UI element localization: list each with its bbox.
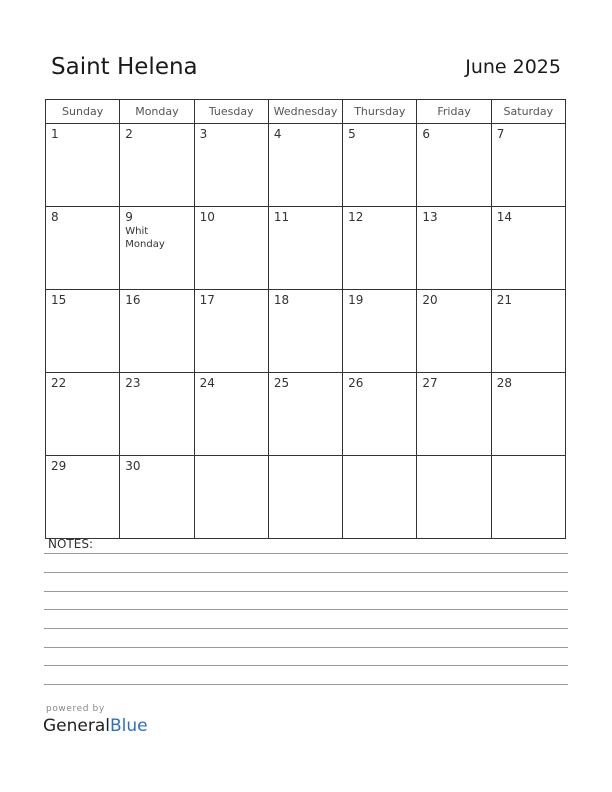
day-cell (343, 207, 417, 290)
day-cell (194, 456, 268, 539)
day-number: 29 (51, 459, 67, 473)
day-cell (268, 373, 342, 456)
holiday-label: Whit Monday (125, 226, 165, 250)
week-row (46, 207, 566, 290)
day-cell (120, 124, 194, 207)
notes-line (44, 647, 568, 648)
day-cell (343, 456, 417, 539)
day-cell (268, 124, 342, 207)
day-number: 19 (348, 293, 364, 307)
day-cell (120, 290, 194, 373)
weekday-header: Thursday (343, 100, 417, 124)
powered-by-text: powered by (46, 704, 105, 714)
day-cell (343, 124, 417, 207)
notes-line (44, 553, 568, 554)
day-number: 7 (496, 127, 505, 141)
day-cell (343, 373, 417, 456)
weekday-header: Sunday (46, 100, 120, 124)
day-number: 24 (199, 376, 215, 390)
notes-line (44, 609, 568, 610)
day-number: 16 (125, 293, 141, 307)
day-number: 9 (125, 210, 133, 224)
notes-line (44, 684, 568, 685)
week-row (46, 373, 566, 456)
day-number: 5 (348, 127, 356, 141)
day-number: 26 (348, 376, 364, 390)
weekday-header: Monday (120, 100, 194, 124)
day-cell (46, 207, 120, 290)
day-number: 6 (422, 127, 431, 141)
calendar-title: Saint Helena (51, 54, 198, 80)
day-number: 20 (422, 293, 438, 307)
day-cell (491, 124, 565, 207)
day-cell (120, 456, 194, 539)
day-number: 18 (273, 293, 290, 307)
day-cell (120, 373, 194, 456)
day-number: 1 (51, 127, 59, 141)
day-cell (343, 290, 417, 373)
day-cell (268, 290, 342, 373)
weekday-header-row (46, 100, 566, 124)
notes-label: NOTES: (48, 537, 93, 551)
day-cell (491, 290, 565, 373)
day-cell (46, 456, 120, 539)
weekday-header: Saturday (491, 100, 565, 124)
day-number: 27 (422, 376, 438, 390)
day-number: 30 (125, 459, 141, 473)
day-number: 11 (273, 210, 290, 224)
day-cell (194, 373, 268, 456)
brand-general: General (43, 716, 110, 736)
notes-line (44, 665, 568, 666)
day-number: 13 (422, 210, 438, 224)
day-cell (194, 290, 268, 373)
day-cell (194, 207, 268, 290)
brand-blue: Blue (110, 716, 148, 736)
calendar-month: June 2025 (465, 56, 561, 78)
day-number: 2 (125, 127, 133, 141)
notes-line (44, 572, 568, 573)
day-cell (417, 290, 491, 373)
day-number: 8 (51, 210, 59, 224)
day-cell (120, 207, 194, 290)
day-cell (417, 124, 491, 207)
day-cell (46, 373, 120, 456)
day-number: 10 (199, 210, 215, 224)
day-cell (491, 207, 565, 290)
day-cell (417, 456, 491, 539)
day-number: 25 (273, 376, 290, 390)
notes-line (44, 628, 568, 629)
day-cell (46, 290, 120, 373)
weekday-header: Wednesday (268, 100, 342, 124)
day-number: 15 (51, 293, 67, 307)
day-cell (194, 124, 268, 207)
weekday-header: Friday (417, 100, 491, 124)
day-number: 14 (496, 210, 512, 224)
day-number: 17 (199, 293, 215, 307)
week-row (46, 290, 566, 373)
day-number: 3 (199, 127, 208, 141)
day-cell (268, 456, 342, 539)
week-row (46, 124, 566, 207)
day-number: 23 (125, 376, 141, 390)
day-number: 28 (496, 376, 512, 390)
day-number: 22 (51, 376, 67, 390)
brand-logo (43, 716, 148, 736)
day-cell (491, 373, 565, 456)
day-cell (417, 207, 491, 290)
notes-line (44, 591, 568, 592)
week-row (46, 456, 566, 539)
day-cell (46, 124, 120, 207)
day-number: 12 (348, 210, 364, 224)
calendar-grid (45, 99, 566, 539)
day-cell (491, 456, 565, 539)
day-number: 21 (496, 293, 512, 307)
day-number: 4 (273, 127, 282, 141)
weekday-header: Tuesday (194, 100, 268, 124)
day-cell (417, 373, 491, 456)
day-cell (268, 207, 342, 290)
